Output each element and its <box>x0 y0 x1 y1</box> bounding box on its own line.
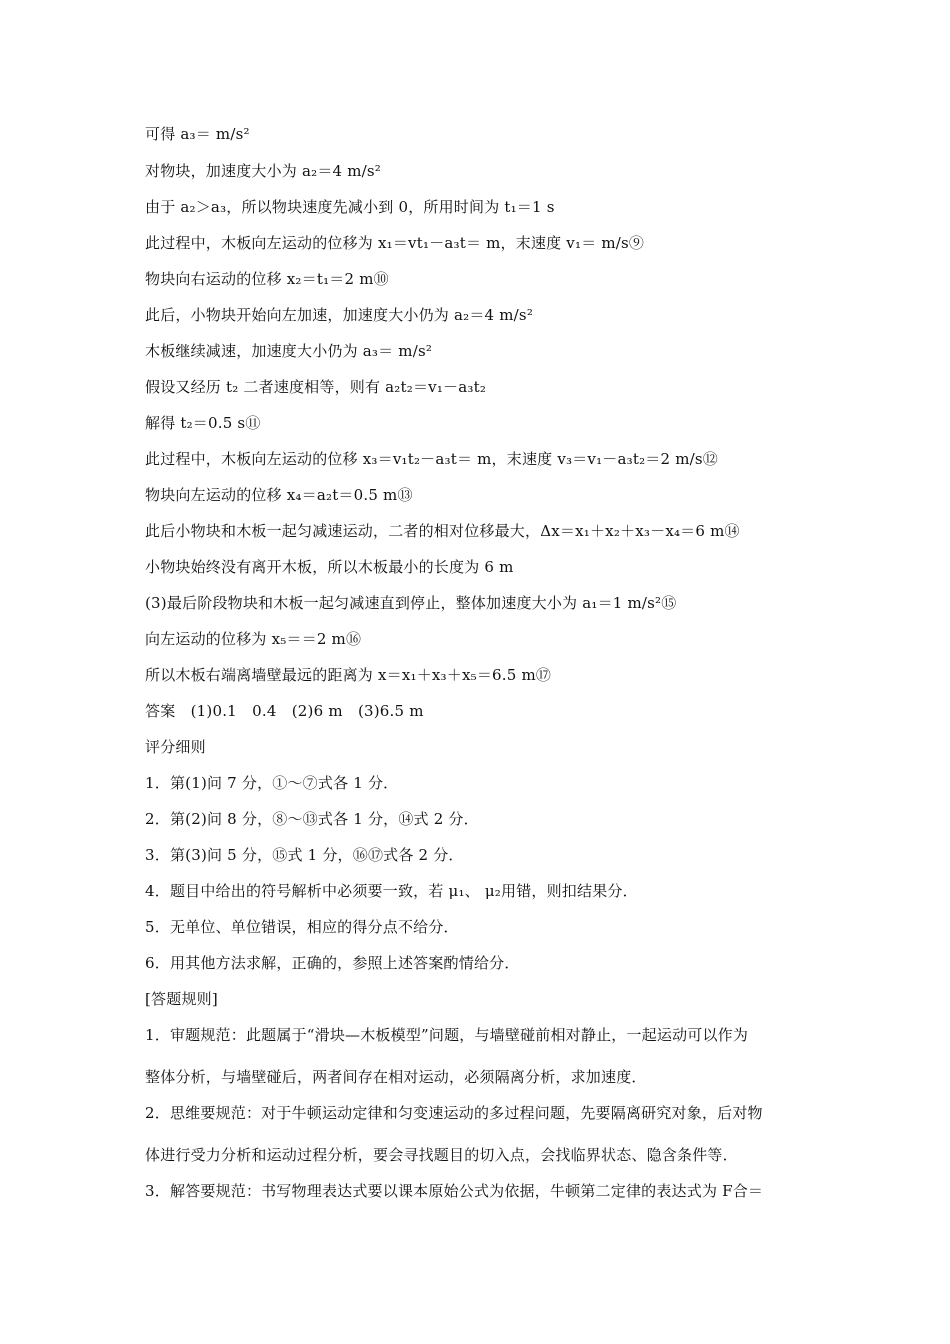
scoring-rule: 3．第(3)问 5 分，⑮式 1 分，⑯⑰式各 2 分． <box>145 846 464 864</box>
rule-paragraph-line: 整体分析，与墙壁碰后，两者间存在相对运动，必须隔离分析，求加速度． <box>145 1068 647 1086</box>
text-line: 此过程中，木板向左运动的位移 x₃＝v₁t₂－a₃t＝ m，末速度 v₃＝v₁－a₃t₂＝2 m/s⑫ <box>145 450 718 468</box>
text-line: 解得 t₂＝0.5 s⑪ <box>145 414 261 432</box>
text-line: 木板继续减速，加速度大小仍为 a₃＝ m/s² <box>145 342 433 360</box>
answer-line: 答案 (1)0.1 0.4 (2)6 m (3)6.5 m <box>145 702 424 720</box>
text-line: 向左运动的位移为 x₅＝＝2 m⑯ <box>145 630 362 648</box>
section-heading: 评分细则 <box>145 738 206 756</box>
text-line: 此后小物块和木板一起匀减速运动，二者的相对位移最大，Δx＝x₁＋x₂＋x₃－x₄＝6 m⑭ <box>145 522 740 540</box>
scoring-rule: 5．无单位、单位错误，相应的得分点不给分． <box>145 918 459 936</box>
text-line: 对物块，加速度大小为 a₂＝4 m/s² <box>145 162 382 180</box>
text-line: 小物块始终没有离开木板，所以木板最小的长度为 6 m <box>145 558 514 576</box>
scoring-rule: 4．题目中给出的符号解析中必须要一致，若 μ₁、 μ₂用错，则扣结果分． <box>145 882 638 900</box>
rule-paragraph-line: 体进行受力分析和运动过程分析，要会寻找题目的切入点，会找临界状态、隐含条件等． <box>145 1146 738 1164</box>
text-line: 物块向左运动的位移 x₄＝a₂t＝0.5 m⑬ <box>145 486 413 504</box>
section-heading: [答题规则] <box>145 990 218 1008</box>
scoring-rule: 1．第(1)问 7 分，①～⑦式各 1 分． <box>145 774 399 792</box>
text-line: 由于 a₂＞a₃，所以物块速度先减小到 0，所用时间为 t₁＝1 s <box>145 198 555 216</box>
scoring-rule: 2．第(2)问 8 分，⑧～⑬式各 1 分，⑭式 2 分． <box>145 810 479 828</box>
text-line: 此后，小物块开始向左加速，加速度大小仍为 a₂＝4 m/s² <box>145 306 534 324</box>
text-line: 可得 a₃＝ m/s² <box>145 125 250 143</box>
rule-paragraph-line: 1．审题规范：此题属于“滑块—木板模型”问题，与墙壁碰前相对静止，一起运动可以作为 <box>145 1026 749 1044</box>
text-line: 所以木板右端离墙壁最远的距离为 x＝x₁＋x₃＋x₅＝6.5 m⑰ <box>145 666 552 684</box>
rule-paragraph-line: 2．思维要规范：对于牛顿运动定律和匀变速运动的多过程问题，先要隔离研究对象，后对物 <box>145 1104 763 1122</box>
text-line: (3)最后阶段物块和木板一起匀减速直到停止，整体加速度大小为 a₁＝1 m/s²⑮ <box>145 594 677 612</box>
text-line: 假设又经历 t₂ 二者速度相等，则有 a₂t₂＝v₁－a₃t₂ <box>145 378 487 396</box>
scoring-rule: 6．用其他方法求解，正确的，参照上述答案酌情给分． <box>145 954 520 972</box>
rule-paragraph-line: 3．解答要规范：书写物理表达式要以课本原始公式为依据，牛顿第二定律的表达式为 F合＝ <box>145 1182 764 1200</box>
text-line: 此过程中，木板向左运动的位移为 x₁＝vt₁－a₃t＝ m，末速度 v₁＝ m/s⑨ <box>145 234 645 252</box>
text-line: 物块向右运动的位移 x₂＝t₁＝2 m⑩ <box>145 270 389 288</box>
